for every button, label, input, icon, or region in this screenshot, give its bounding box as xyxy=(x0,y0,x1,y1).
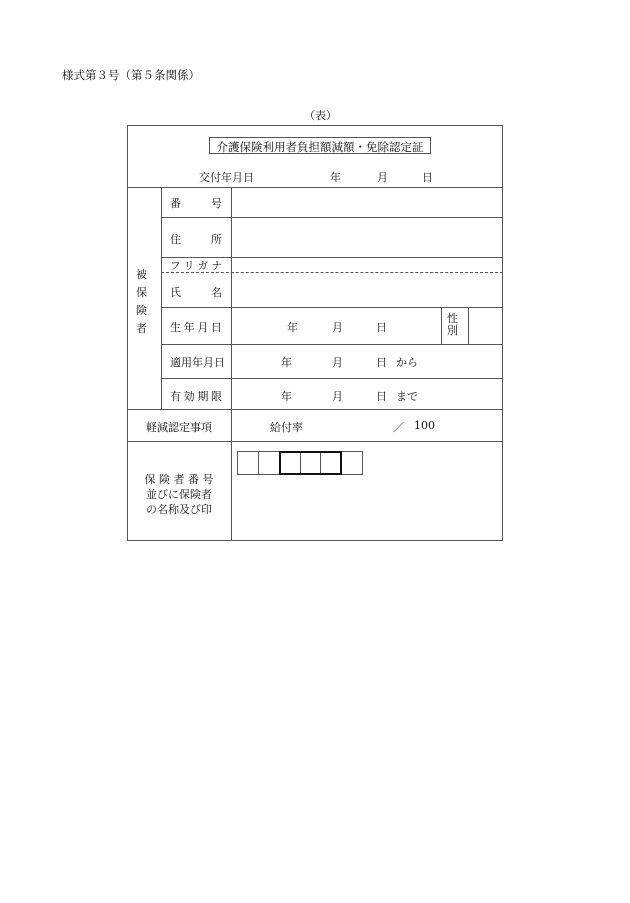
applied-year: 年 xyxy=(281,356,292,369)
rate-denominator: 100 xyxy=(414,419,435,432)
issue-day: 日 xyxy=(422,171,433,184)
applied-day: 日 xyxy=(376,356,387,369)
insurer-number-box[interactable] xyxy=(237,451,259,475)
expiry-label: 有 効 期 限 xyxy=(170,390,222,403)
number-label: 番 号 xyxy=(170,197,222,210)
issue-month: 月 xyxy=(377,171,388,184)
expiry-suffix: まで xyxy=(396,390,418,403)
insured-char: 保 xyxy=(136,286,147,299)
certificate-title: 介護保険利用者負担額減額・免除認定証 xyxy=(216,140,424,154)
applied-suffix: から xyxy=(396,356,418,369)
benefit-rate-label: 給付率 xyxy=(270,421,303,434)
insured-char: 被 xyxy=(136,268,147,281)
sex-label: 性 別 xyxy=(447,312,458,337)
furigana-label: フ リ ガ ナ xyxy=(170,260,222,272)
insured-char: 険 xyxy=(136,304,147,317)
name-label: 氏 名 xyxy=(170,286,222,299)
issue-date-label: 交付年月日 xyxy=(199,171,254,184)
birth-day: 日 xyxy=(376,321,387,334)
insurer-number-box[interactable] xyxy=(341,451,363,475)
issue-year: 年 xyxy=(330,171,341,184)
reduction-label: 軽減認定事項 xyxy=(146,421,212,434)
expiry-day: 日 xyxy=(376,390,387,403)
expiry-month: 月 xyxy=(332,390,343,403)
insurer-label: 保 険 者 番 号 並びに保険者 の名称及び印 xyxy=(144,473,214,516)
insured-group-label xyxy=(136,266,150,338)
birth-label: 生 年 月 日 xyxy=(170,321,222,334)
insurer-number-box[interactable] xyxy=(258,451,280,475)
insured-char: 者 xyxy=(136,322,147,335)
expiry-year: 年 xyxy=(281,390,292,403)
side-label: （表） xyxy=(304,109,337,122)
applied-month: 月 xyxy=(332,356,343,369)
applied-date-label: 適用年月日 xyxy=(170,356,225,369)
insurer-number-box-bold-group[interactable] xyxy=(279,451,342,475)
rate-slash: ／ xyxy=(393,421,404,434)
birth-year: 年 xyxy=(287,321,298,334)
form-number: 様式第３号（第５条関係） xyxy=(62,68,200,82)
address-label: 住 所 xyxy=(170,233,222,246)
birth-month: 月 xyxy=(332,321,343,334)
